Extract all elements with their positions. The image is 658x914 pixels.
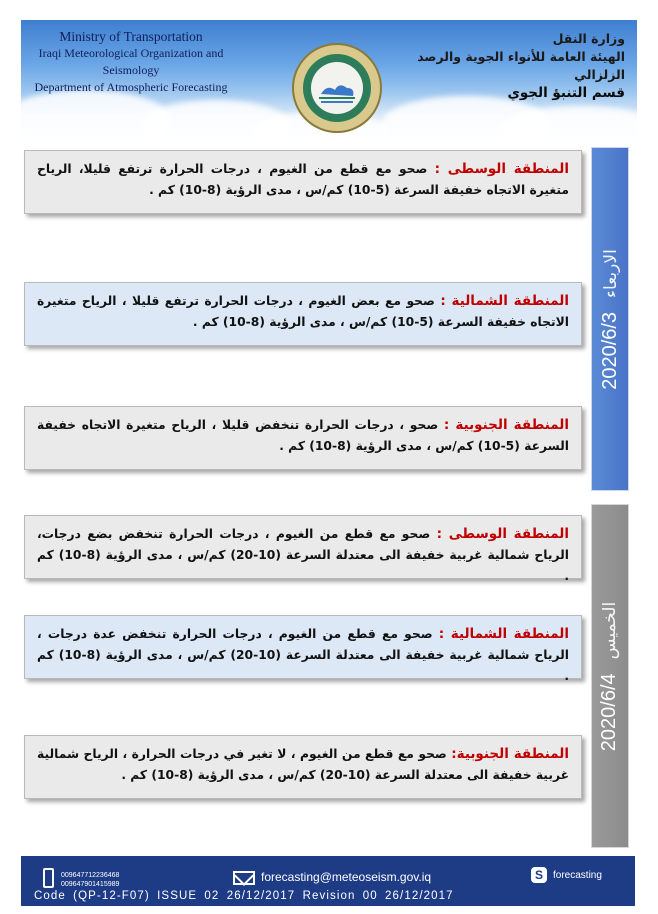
region-label: المنطقة الشمالية : xyxy=(440,293,569,309)
skype-handle[interactable]: forecasting xyxy=(553,870,602,881)
document-code: Code (QP-12-F07) ISSUE 02 26/12/2017 Revision 00 26/12/2017 xyxy=(34,890,454,902)
header-arabic xyxy=(415,30,625,102)
email-link[interactable]: forecasting@meteoseism.gov.iq xyxy=(261,870,432,884)
phone-number-2: 009647901415989 xyxy=(61,881,120,888)
skype-icon: S xyxy=(531,867,547,883)
forecast-text: صحو ، درجات الحرارة تنخفض قليلا ، الرياح متغيرة الاتجاه خفيفة السرعة (5-10) كم/س ، مدى الرؤية (8-10) كم . xyxy=(37,418,569,453)
mail-icon xyxy=(233,871,255,885)
forecast-box-day1-central xyxy=(24,150,582,214)
dayname-day1: الاربعاء xyxy=(600,248,619,298)
region-label: المنطقة الجنوبية : xyxy=(443,417,569,433)
ministry-name-en: Ministry of Transportation xyxy=(59,29,203,44)
forecast-text: صحو مع قطع من الغيوم ، درجات الحرارة تنخفض عدة درجات ، الرياح شمالية غربية خفيفة الى معتدلة السرعة (10-20) كم/س ، مدى الرؤية (8-10) كم . xyxy=(37,627,569,683)
organization-name-ar: الهيئة العامة للأنواء الجوية والرصد الزلزالي xyxy=(417,49,625,82)
forecast-text: صحو مع قطع من الغيوم ، لا تغير في درجات الحرارة ، الرياح شمالية غربية خفيفة الى معتدلة السرعة (10-20) كم/س ، مدى الرؤية (8-10) كم . xyxy=(37,747,569,782)
forecast-text: صحو مع قطع من الغيوم ، درجات الحرارة تنخفض بضع درجات، الرياح شمالية غربية خفيفة الى معتدلة السرعة (10-20) كم/س ، مدى الرؤية (8-10) كم . xyxy=(37,527,569,583)
region-label: المنطقة الوسطى : xyxy=(436,526,569,542)
region-label: المنطقة الشمالية : xyxy=(438,626,569,642)
date-panel-day1 xyxy=(591,147,629,491)
department-name-ar: قسم التنبؤ الجوي xyxy=(507,85,625,101)
header-english xyxy=(21,28,241,96)
forecast-box-day1-north xyxy=(24,282,582,346)
date-day1: 2020/6/3 xyxy=(598,311,621,390)
forecast-box-day1-south xyxy=(24,406,582,470)
date-day2: 2020/6/4 xyxy=(598,672,621,751)
forecast-box-day2-north xyxy=(24,615,582,683)
forecast-text: صحو مع بعض الغيوم ، درجات الحرارة ترتفع قليلا ، الرياح متغيرة الاتجاه خفيفة السرعة (5-10) كم/س ، مدى الرؤية (8-10) كم . xyxy=(37,294,569,329)
header-banner xyxy=(21,20,637,136)
organization-name-en: Iraqi Meteorological Organization and Seismology xyxy=(38,46,224,77)
forecast-text: صحو مع قطع من الغيوم ، درجات الحرارة ترتفع قليلا، الرياح متغيرة الاتجاه خفيفة السرعة (5-10) كم/س ، مدى الرؤية (8-10) كم . xyxy=(37,162,569,197)
ministry-name-ar: وزارة النقل xyxy=(552,31,625,46)
footer-bar xyxy=(21,856,635,906)
department-name-en: Department of Atmospheric Forecasting xyxy=(34,80,228,94)
phone-number-1: 009647712236468 xyxy=(61,872,120,879)
phone-numbers xyxy=(61,871,119,889)
forecast-box-day2-central xyxy=(24,515,582,583)
region-label: المنطقة الجنوبية: xyxy=(451,746,570,762)
phone-icon xyxy=(43,868,54,888)
region-label: المنطقة الوسطى : xyxy=(434,161,570,177)
organization-logo-icon xyxy=(291,42,383,134)
forecast-box-day2-south xyxy=(24,735,582,799)
dayname-day2: الخميس xyxy=(600,601,619,659)
date-panel-day2 xyxy=(591,504,629,848)
